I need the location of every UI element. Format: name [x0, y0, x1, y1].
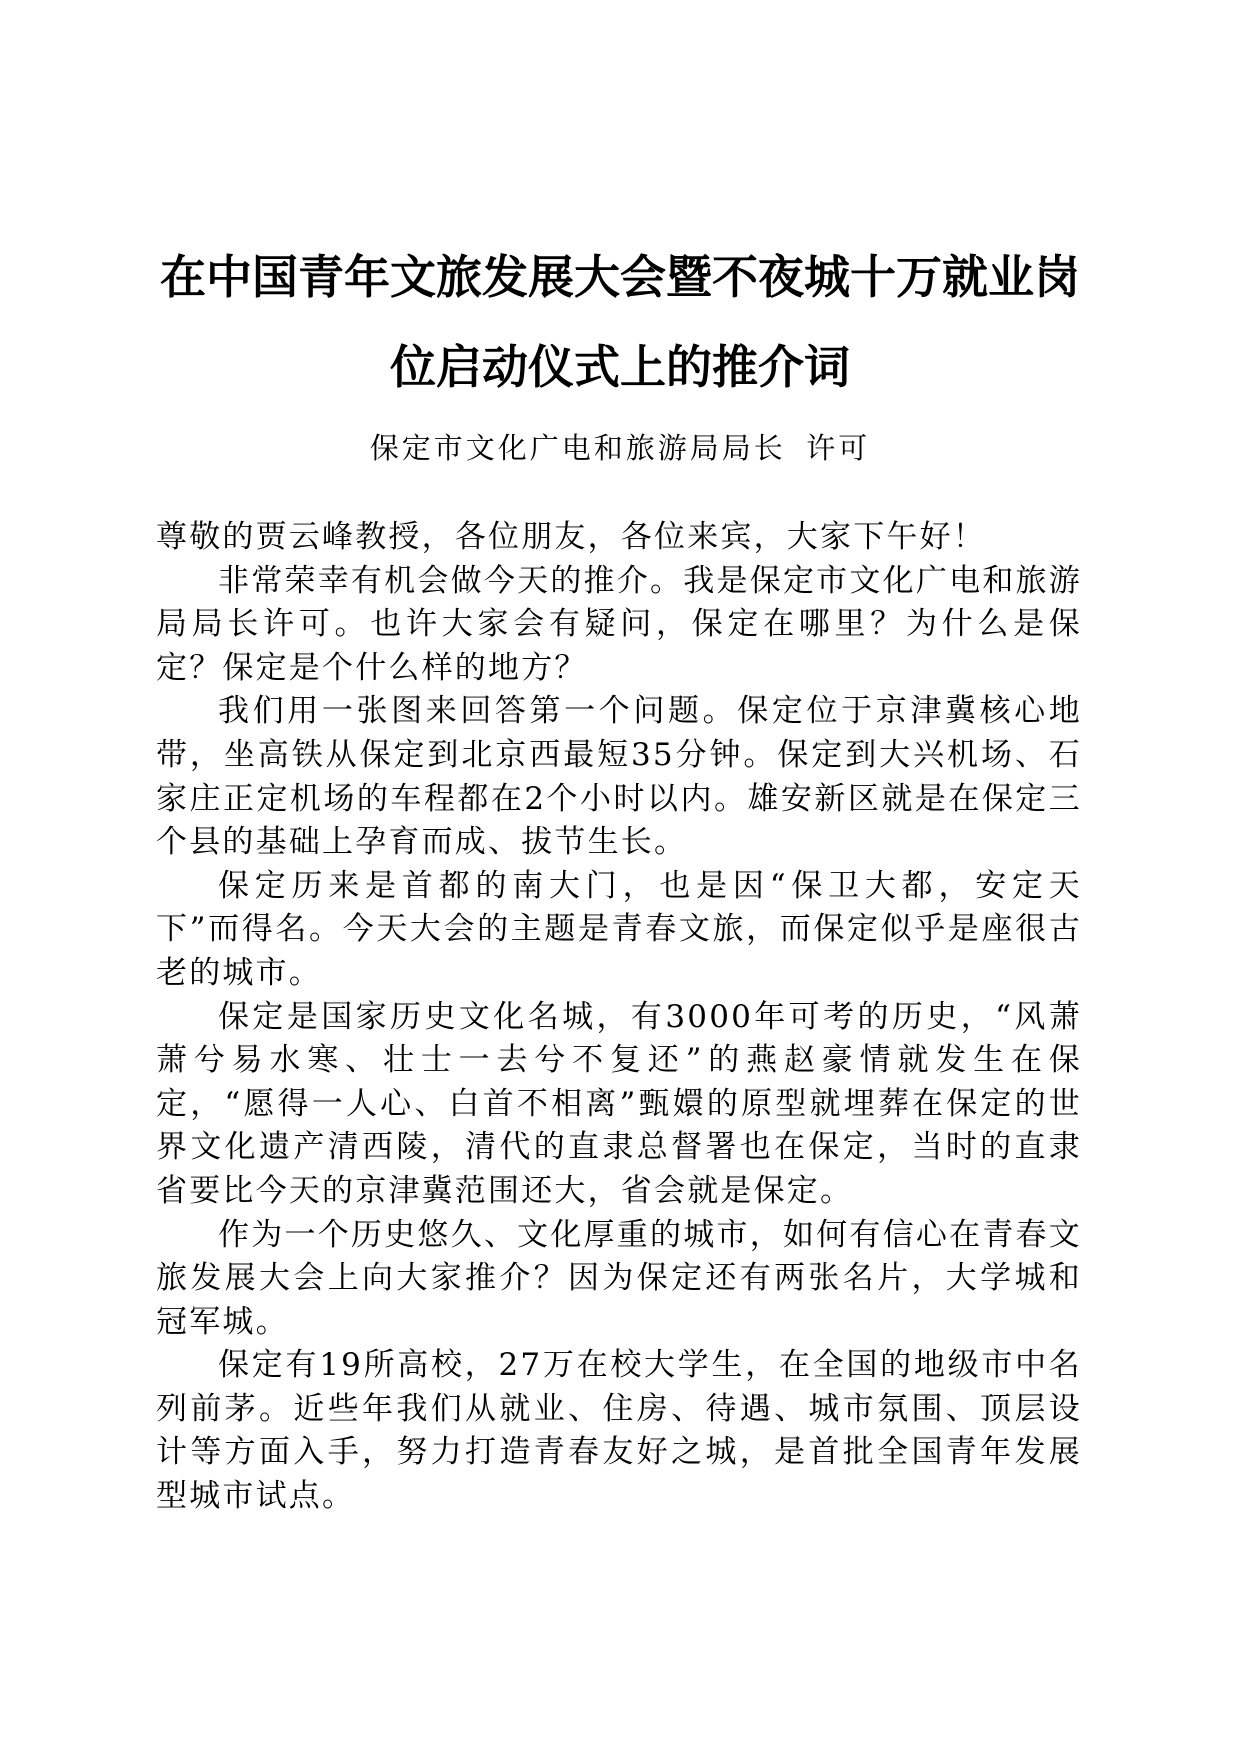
- paragraph: 保定有19所高校，27万在校大学生，在全国的地级市中名列前茅。近些年我们从就业、住房、待遇、城市氛围、顶层设计等方面入手，努力打造青春友好之城，是首批全国青年发展型城市试点。: [156, 1347, 1082, 1515]
- document-body: [156, 516, 1082, 1519]
- paragraph: 我们用一张图来回答第一个问题。保定位于京津冀核心地带，坐高铁从保定到北京西最短35分钟。保定到大兴机场、石家庄正定机场的车程都在2个小时以内。雄安新区就是在保定三个县的基础上孕育而成、拔节生长。: [156, 693, 1082, 861]
- paragraph: 保定历来是首都的南大门，也是因“保卫大都，安定天下”而得名。今天大会的主题是青春文旅，而保定似乎是座很古老的城市。: [156, 867, 1082, 991]
- greeting: 尊敬的贾云峰教授，各位朋友，各位来宾，大家下午好！: [156, 519, 986, 555]
- document-title: 在中国青年文旅发展大会暨不夜城十万就业岗位启动仪式上的推介词: [160, 250, 1080, 394]
- paragraph: 作为一个历史悠久、文化厚重的城市，如何有信心在青春文旅发展大会上向大家推介？因为保定还有两张名片，大学城和冠军城。: [156, 1216, 1082, 1340]
- author-byline: 保定市文化广电和旅游局局长 许可: [369, 431, 871, 465]
- paragraph: 保定是国家历史文化名城，有3000年可考的历史，“风萧萧兮易水寒、壮士一去兮不复还”的燕赵豪情就发生在保定，“愿得一人心、白首不相离”甄嬛的原型就埋葬在保定的世界文化遗产清西陵，清代的直隶总督署也在保定，当时的直隶省要比今天的京津冀范围还大，省会就是保定。: [156, 998, 1082, 1209]
- paragraph: 非常荣幸有机会做今天的推介。我是保定市文化广电和旅游局局长许可。也许大家会有疑问，保定在哪里？为什么是保定？保定是个什么样的地方？: [156, 562, 1082, 686]
